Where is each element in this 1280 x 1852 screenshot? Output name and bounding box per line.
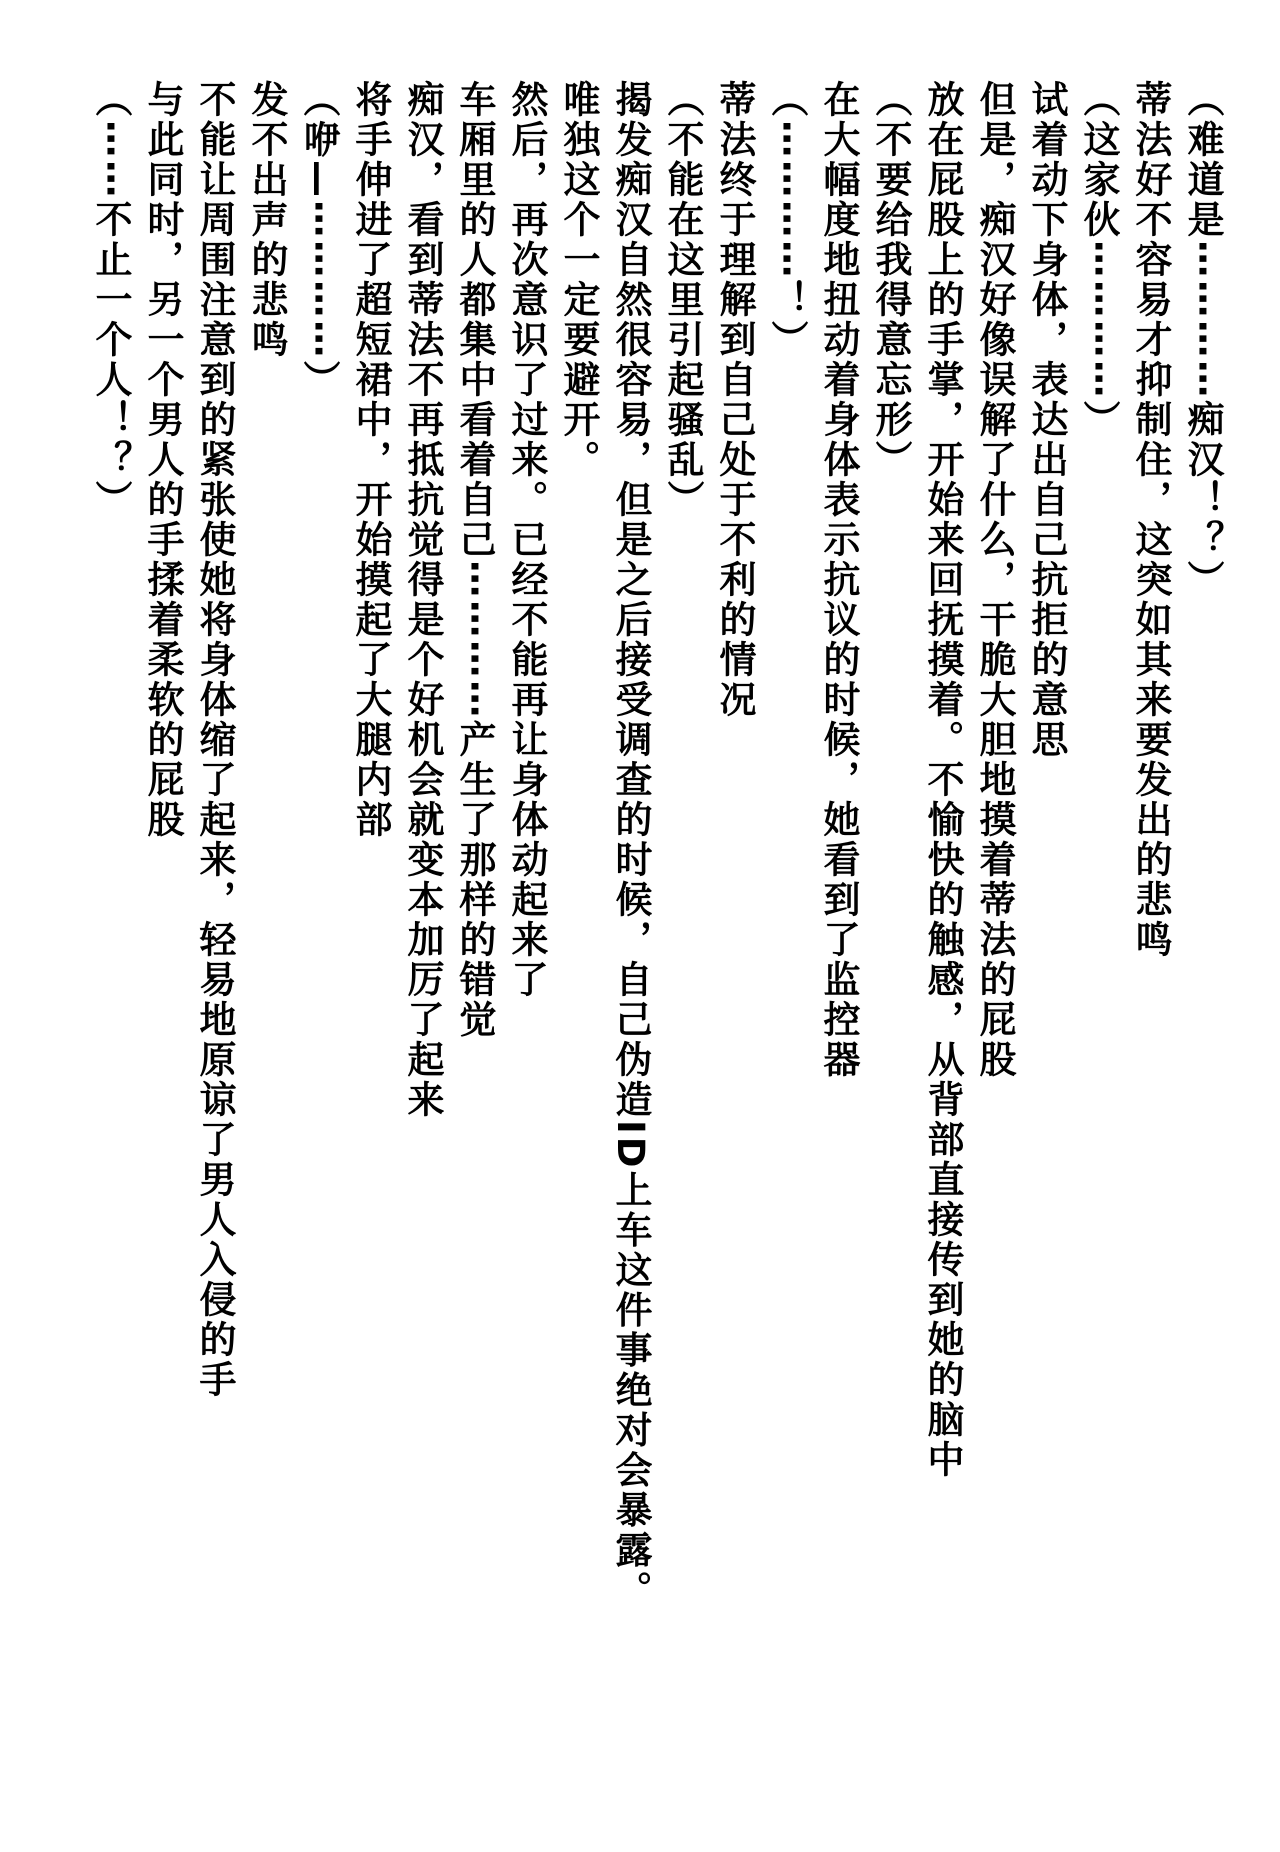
text-column-15: 车厢里的人都集中看着自己⋯⋯⋯⋯产生了那样的错觉 [453, 80, 496, 1040]
text-column-19: 发不出声的悲鸣 [245, 80, 288, 360]
text-column-03: （这家伙⋯⋯⋯⋯） [1077, 80, 1120, 440]
text-column-08: 在大幅度地扭动着身体表示抗议的时候，她看到了监控器 [817, 80, 860, 1080]
text-column-20: 不能让周围注意到的紧张使她将身体缩了起来，轻易地原谅了男人入侵的手 [193, 80, 236, 1400]
text-column-09: （⋯⋯⋯⋯！） [765, 80, 808, 360]
text-column-06: 放在屁股上的手掌，开始来回抚摸着。不愉快的触感，从背部直接传到她的脑中 [921, 80, 964, 1480]
text-column-04: 试着动下身体，表达出自己抗拒的意思 [1025, 80, 1068, 760]
text-column-16: 痴汉，看到蒂法不再抵抗觉得是个好机会就变本加厉了起来 [401, 80, 444, 1120]
text-column-17: 将手伸进了超短裙中，开始摸起了大腿内部 [349, 80, 392, 840]
text-column-07: （不要给我得意忘形） [869, 80, 912, 480]
text-column-01: （难道是⋯⋯⋯⋯痴汉！？） [1181, 80, 1224, 600]
text-column-18: （咿—⋯⋯⋯⋯） [297, 80, 340, 400]
text-column-05: 但是，痴汉好像误解了什么，干脆大胆地摸着蒂法的屁股 [973, 80, 1016, 1080]
text-column-21: 与此同时，另一个男人的手揉着柔软的屁股 [141, 80, 184, 840]
text-column-22: （⋯⋯不止一个人！？） [89, 80, 132, 520]
text-column-02: 蒂法好不容易才抑制住，这突如其来要发出的悲鸣 [1129, 80, 1172, 960]
text-column-13: 唯独这个一定要避开。 [557, 80, 600, 480]
text-column-14: 然后，再次意识了过来。已经不能再让身体动起来了 [505, 80, 548, 1000]
text-column-11: （不能在这里引起骚乱） [661, 80, 704, 520]
text-column-10: 蒂法终于理解到自己处于不利的情况 [713, 80, 756, 720]
text-column-12: 揭发痴汉自然很容易，但是之后接受调查的时候，自己伪造ID上车这件事绝对会暴露。 [609, 80, 652, 1611]
